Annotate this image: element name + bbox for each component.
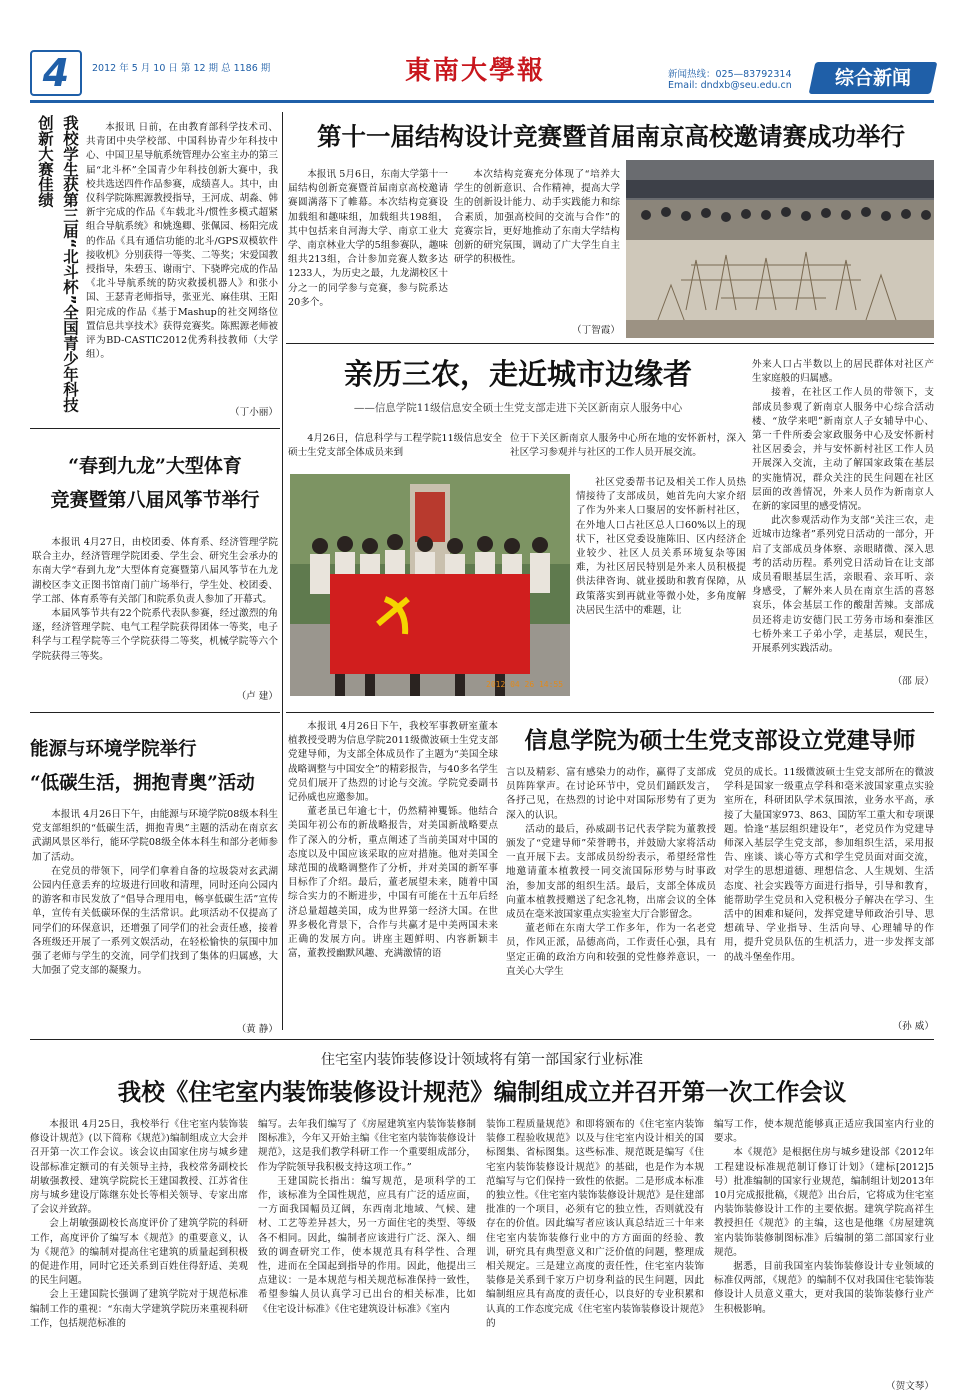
article-kite-body — [32, 536, 278, 704]
group-photo — [290, 474, 570, 696]
paragraph: 本届风筝节共有22个院系代表队参赛，经过激烈的角逐，经济管理学院、电气工程学院获得团体一等奖，电子科学与工程学院等三个学院获得二等奖，机械学院等六个学院获得三等奖。 — [32, 608, 278, 662]
byline: （丁智霞） — [572, 325, 620, 336]
paragraph: 董老虽已年逾七十，仍然精神矍铄。他结合美国年初公布的新战略报告，对美国新战略要点作了深入的分析，重点阐述了当前美国对中国的态度以及中国应该采取的应对措施。他对美国全球范围的战略调整作了分析，并对美国的新军事目标作了介绍。最后，董老展望未来，随着中国综合实力的不断进步，中国有可能在十五年后经济总量超越美国，成为世界第一经济大国。在世界多极化背景下，合作与共赢才是中美两国未来正确的发展方向。讲座主题鲜明、内容新颖丰富，董教授幽默风趣、充满激情的语 — [288, 806, 498, 960]
section-rule — [30, 712, 280, 713]
paragraph: 接着，在社区工作人员的带领下，支部成员参观了新南京人服务中心综合活动楼、“放学来吧”新南京人子女辅导中心、第一千件所委会家政服务中心及安怀新村社区居委会，并与安怀新村社区工作人员开展深入交流，主动了解国家政策在基层的实施情况，群众关注的民生问题在社区层面的改善情况，外来人员作为新南京人在新的家园里的感受情况。 — [752, 387, 934, 513]
article-design-col4 — [714, 1118, 934, 1380]
paragraph: 本次结构竞赛充分体现了“培养大学生的创新意识、合作精神，提高大学生的创新设计能力、动手实践能力和综合素质，加强高校间的交流与合作”的竞赛宗旨，更好地推动了东南大学结构创新的研究氛围，调动了广大学生自主研学的积极性。 — [454, 169, 620, 266]
article-structure-col2 — [454, 168, 620, 338]
email: Email: dndxb@seu.edu.cn — [668, 80, 792, 91]
article-structure-title: 第十一届结构设计竞赛暨首届南京高校邀请赛成功举行 — [317, 122, 905, 151]
article-rural-visit — [288, 348, 934, 708]
paragraph: 本报讯 4月27日，由校团委、体育系、经济管理学院联合主办，经济管理学院团委、学生会、研究生会承办的东南大学“春到九龙”大型体育竞赛暨第八届风筝节在九龙湖校区李文正图书馆南门前广场举行，学生处、校团委、学工部、体育系等有关部门和院系负责人参加了开幕式。 — [32, 537, 278, 605]
paragraph: 本报讯 4月25日，我校举行《住宅室内装饰装修设计规范》(以下简称《规范》)编制组成立大会并召开第一次工作会议。该会议由国家住房与城乡建设部标准定额司的有关领导主持，我校常务副校长胡敏强教授、建筑学院院长王建国教授、江苏省住房与城乡建设厅陈继东处长等相关领导、专家出席了会议并致辞。 — [30, 1119, 248, 1216]
section-rule — [30, 428, 280, 429]
paragraph: 编写工作，使本规范能够真正适应我国室内行业的要求。 — [714, 1119, 934, 1145]
paragraph: 本报讯 4月26日下午，由能源与环境学院08级本科生党支部组织的“低碳生活，拥抱青奥”主题的活动在南京玄武湖风景区举行，能环学院08级全体本科生和部分老师参加了活动。 — [32, 809, 278, 863]
paper-name: 東南大學報 — [405, 56, 546, 86]
contest-photo-image — [626, 160, 934, 338]
article-design-code-kicker: 住宅室内装饰装修设计领域将有第一部国家行业标准 — [321, 1052, 643, 1068]
paragraph: 言以及精彩、富有感染力的动作，赢得了支部成员阵阵掌声。在讨论环节中，党员们踊跃发言，各抒己见，在热烈的讨论中对国际形势有了更为深入的认识。 — [506, 767, 716, 821]
byline: （丁小丽） — [230, 407, 278, 418]
paragraph: 装饰工程质量规范》和即将颁布的《住宅室内装饰装修工程验收规范》以及与住宅室内设计相关的国标图集、省标图集。这些标准、规范既是编写《住宅室内装饰装修设计规范》的基础，也是作为本规范编写与它们保持一致性的依据。二是形成本标准的独立性。《住宅室内装饰装修设计规范》是住建部批准的一个项目，必须有它的独立性，否则就没有存在的价值。因此编写者应该认真总结近三十年来住宅室内装饰装修行业中的方方面面的经验、教训，研究具有典型意义和广泛价值的问题，整理成相关规定。三是建立高度的责任性，住宅室内装饰装修是关系到千家万户切身利益的民生问题，因此编制组应具有高度的责任心，以良好的专业积累和认真的工作态度完成《住宅室内装饰装修设计规范》的 — [486, 1119, 704, 1329]
paragraph: 会上胡敏强副校长高度评价了建筑学院的科研工作，高度评价了编写本《规范》的重要意义，认为《规范》的编制对提高住宅建筑的质量起到积极的促进作用，同时它还关系到百姓住得舒适、美观的民生问题。 — [30, 1218, 248, 1287]
paragraph: 党员的成长。11级微波硕士生党支部所在的微波学科是国家一级重点学科和毫米波国家重点实验室所在，科研团队学术氛围浓，业务水平高，承接了大量国家973、863、国防军工重大和专项课题。恰逢“基层组织建设年”，老党员作为党建导师深入基层学生党支部，参加组织生活，采用报告、座谈、谈心等方式和学生党员面对面交流，对学生的思想道德、理想信念、人生规划、生活态度、社会实践等方面进行指导，引导和教育，能帮助学生党员和入党积极分子解决在学习、生活中的困难和疑问，发挥党建导师政治引导、思想疏导、学业指导、生活向导、心理辅导的作用，提升党员队伍的生机活力，进一步发挥支部的战斗堡垒作用。 — [724, 767, 934, 963]
masthead-rule — [30, 100, 934, 103]
article-party-mentor-title: 信息学院为硕士生党支部设立党建导师 — [524, 727, 916, 754]
paragraph: 王建国院长指出：编写规范，是项科学的工作，该标准为全国性规范，应具有广泛的适应面，一方面我国幅员辽阔，东西南北地域、气候、建材、工艺等差异甚大，另一方面住宅的类型、等级各不相同。因此，编制者应该进行广泛、深入、细致的调查研究工作，使本规范具有科学性、合理性，进而在全国起到指导的作用。因此，他提出三点建议：一是本规范与相关规范标准保持一致性，希望参编人员认真学习已出台的相关标准，比如《住宅设计标准》《住宅建筑设计标准》《室内 — [258, 1175, 476, 1315]
article-low-carbon-title-line2: “低碳生活，拥抱青奥”活动 — [30, 773, 255, 794]
issue-info: 2012 年 5 月 10 日 第 12 期 总 1186 期 — [92, 63, 271, 74]
article-design-code-title: 我校《住宅室内装饰装修设计规范》编制组成立并召开第一次工作会议 — [117, 1078, 847, 1106]
article-party-col2 — [506, 766, 716, 1032]
article-low-carbon-title-line1: 能源与环境学院举行 — [30, 739, 197, 760]
article-beidou-body — [86, 121, 278, 411]
paragraph: 编写。去年我们编写了《房屋建筑室内装饰装修制图标准》，今年又开始主编《住宅室内装饰装修设计规范》，这是我们教学科研工作一个重要组成部分，作为学院领导我积极支持这项工作。” — [258, 1119, 476, 1173]
byline: （孙 威） — [892, 1021, 934, 1032]
group-photo-image — [290, 474, 570, 696]
paragraph: 会上王建国院长强调了建筑学院对于规范标准编制工作的重视：“东南大学建筑学院历来重视科研工作，包括规范标准的 — [30, 1289, 248, 1329]
hotline: 新闻热线：025—83792314 — [668, 69, 792, 80]
section-rule — [286, 712, 934, 713]
article-party-mentor — [288, 716, 934, 1036]
article-beidou-title: 我校学生获第三届“北斗杯”全国青少年科技创新大赛佳绩 — [36, 115, 79, 413]
paragraph: 活动的最后，孙威副书记代表学院为董教授颁发了“党建导师”荣誉聘书，并鼓励大家将活动一直开展下去。支部成员纷纷表示，希望经常性地邀请董本植教授一同交流国际形势与时事政治，参加支部的组织生活。最后，支部全体成员向董本植教授赠送了纪念礼物，出席会议的全体成员在毫米波国家重点实验室大厅合影留念。 — [506, 823, 716, 921]
article-design-code — [30, 1044, 934, 1396]
article-design-col3 — [486, 1118, 704, 1394]
paragraph: 董老师在东南大学工作多年，作为一名老党员，作风正派，品德高尚，工作责任心强，具有坚定正确的政治方向和较强的党性修养意识，一直关心大学生 — [506, 923, 716, 977]
article-structure-col1 — [288, 168, 448, 338]
byline: （邵 辰） — [892, 676, 934, 687]
article-structure-contest — [288, 112, 934, 340]
paragraph: 4月26日，信息科学与工程学院11级信息安全硕士生党支部全体成员来到 — [288, 433, 502, 459]
column-rule — [282, 112, 283, 1030]
article-kite-title-line2: 竞赛暨第八届风筝节举行 — [50, 489, 260, 511]
masthead — [0, 0, 964, 108]
paragraph: 外来人口占半数以上的居民群体对社区产生家庭般的归属感。 — [752, 359, 934, 385]
article-rural-title: 亲历三农，走近城市边缘者 — [343, 357, 692, 391]
page-number-box — [30, 50, 82, 96]
paragraph: 据悉，目前我国室内装饰装修设计专业领域的标准仅两部，《规范》的编制不仅对我国住宅装饰装修设计人员意义重大，更对我国的装饰装修行业产生积极影响。 — [714, 1261, 934, 1315]
byline: （贺文琴） — [886, 1381, 934, 1392]
paragraph: 本《规范》是根据住房与城乡建设部《2012年工程建设标准规范制订修订计划》（建标[2012]5号）批准编制的国家行业规范，编制组计划2013年10月完成报批稿，《规范》出台后，它将成为住宅室内装饰装修设计工作的主要依据。建筑学院高祥生教授担任《规范》的主编，这也是他继《房屋建筑室内装饰装修制图标准》后编制的第二部国家行业规范。 — [714, 1147, 934, 1258]
article-beidou — [30, 115, 280, 425]
article-kite-festival — [30, 432, 280, 708]
article-low-carbon — [30, 716, 280, 1036]
article-party-col1 — [288, 720, 498, 1032]
paragraph: 本报讯 5月6日，东南大学第十一届结构创新竞赛暨首届南京高校邀请赛圆满落下了帷幕。本次结构竞赛设加载组和趣味组，加载组共198组，其中包括来自河海大学、南京工业大学、南京林业大学的5组参赛队，趣味组共213组，合计参加竞赛人数多达1233人，为历史之最，九龙湖校区十分之一的同学参与竞赛，参与院系达20多个。 — [288, 169, 448, 308]
paragraph: 社区党委帮书记及相关工作人员热情接待了支部成员，她首先向大家介绍了作为外来人口聚居的安怀新村社区，在外地人口占社区总人口60%以上的现状下，社区党委设施陈旧、区内经济企业较少、社区人员关系环境复杂等困难，为社区居民特别是外来人员积极提供法律咨询、就业援助和教育保障，从政策落实到再就业等微小处，多角度解决居民生活中的难题，让 — [576, 477, 746, 616]
paragraph: 此次参观活动作为支部“关注三农，走近城市边缘者”系列党日活动的一部分，开启了支部成员身体察、亲眼睹微、深入思考的活动历程。系列党日活动旨在让支部成员看眼基层生活，亲眼看、亲耳听、亲身感受，了解外来人员在南京生活的喜怒哀乐，体会基层工作的酸甜苦辣。支部成员还将走访安德门民工劳务市场和秦淮区七桥外来工子弟小学，走基层，观民生，开展系列实践活动。 — [752, 515, 934, 655]
article-design-col1 — [30, 1118, 248, 1394]
paragraph: 在党员的带领下，同学们拿着自备的垃圾袋对玄武湖公园内任意丢弃的垃圾进行回收和清理，同时还向公园内的游客和市民发放了“倡导合理用电，畅享低碳生活”宣传单，宣传有关低碳环保的生活常识。此项活动不仅提高了同学们的环保意识，还增强了同学们的社会责任感，接着各班级还开展了一系列文娱活动，在轻松愉快的氛围中加强了老师与学生的交流，同学们找到了集体的归属感，大大加强了党支部的凝聚力。 — [32, 865, 278, 977]
byline: （黄 静） — [236, 1024, 278, 1035]
page-number: 4 — [42, 51, 70, 95]
byline: （卢 建） — [236, 691, 278, 702]
paragraph: 本报讯 4月26日下午，我校军事教研室董本植教授受聘为信息学院2011级微波硕士生党支部党建导师，为支部全体成员作了主题为“美国全球战略调整与中国安全”的精彩报告，与40多名学生党员们展开了热烈的讨论与交流。学院党委副书记孙威也应邀参加。 — [288, 721, 498, 804]
article-rural-col-mid — [576, 476, 746, 706]
article-party-col3 — [724, 766, 934, 1032]
article-rural-subtitle: ——信息学院11级信息安全硕士生党支部走进下关区新南京人服务中心 — [353, 402, 683, 414]
article-rural-col-mid-top — [510, 432, 746, 476]
article-rural-col-right — [752, 358, 934, 688]
paragraph: 位于下关区新南京人服务中心所在地的安怀新村，深入社区学习参观并与社区的工作人员开展交流。 — [510, 433, 746, 459]
paragraph: 本报讯 日前，在由教育部科学技术司、共青团中央学校部、中国科协青少年科技中心、中国卫星导航系统管理办公室主办的第三届“北斗杯”全国青少年科技创新大赛中，我校共选送四件作品参赛，成绩喜人。其中，由仪科学院陈熙源教授指导，王河成、胡淼、韩新宇完成的作品《车载北斗/惯性多模式超紧组合导航系统》和姚逸卿、张佩园、杨阳完成的作品《具有通信功能的北斗/GPS双模软件接收机》分别获得一等奖、二等奖；宋爱国教授指导，朱碧玉、谢雨宁、下骁晔完成的作品《北斗导航系统的防灾救援机器人》和张小国、王瑟青老师指导，张亚光、麻佳琪、王阳阳完成的作品《基于Mashup的社交网络位置信息共享技术》获得竞赛奖。陈熙源老师被评为BD-CASTIC2012优秀科技教师（大学组）。 — [86, 122, 278, 361]
article-kite-title-line1: “春到九龙”大型体育 — [68, 455, 242, 477]
photo-date-stamp: 2012 04 26 14:55 — [486, 680, 564, 689]
article-low-carbon-body — [32, 808, 278, 1030]
section-rule — [30, 1039, 934, 1040]
contest-photo — [626, 160, 934, 338]
section-name: 综合新闻 — [834, 67, 911, 89]
article-rural-lead — [288, 432, 502, 462]
article-design-col2 — [258, 1118, 476, 1394]
section-rule — [286, 343, 934, 344]
